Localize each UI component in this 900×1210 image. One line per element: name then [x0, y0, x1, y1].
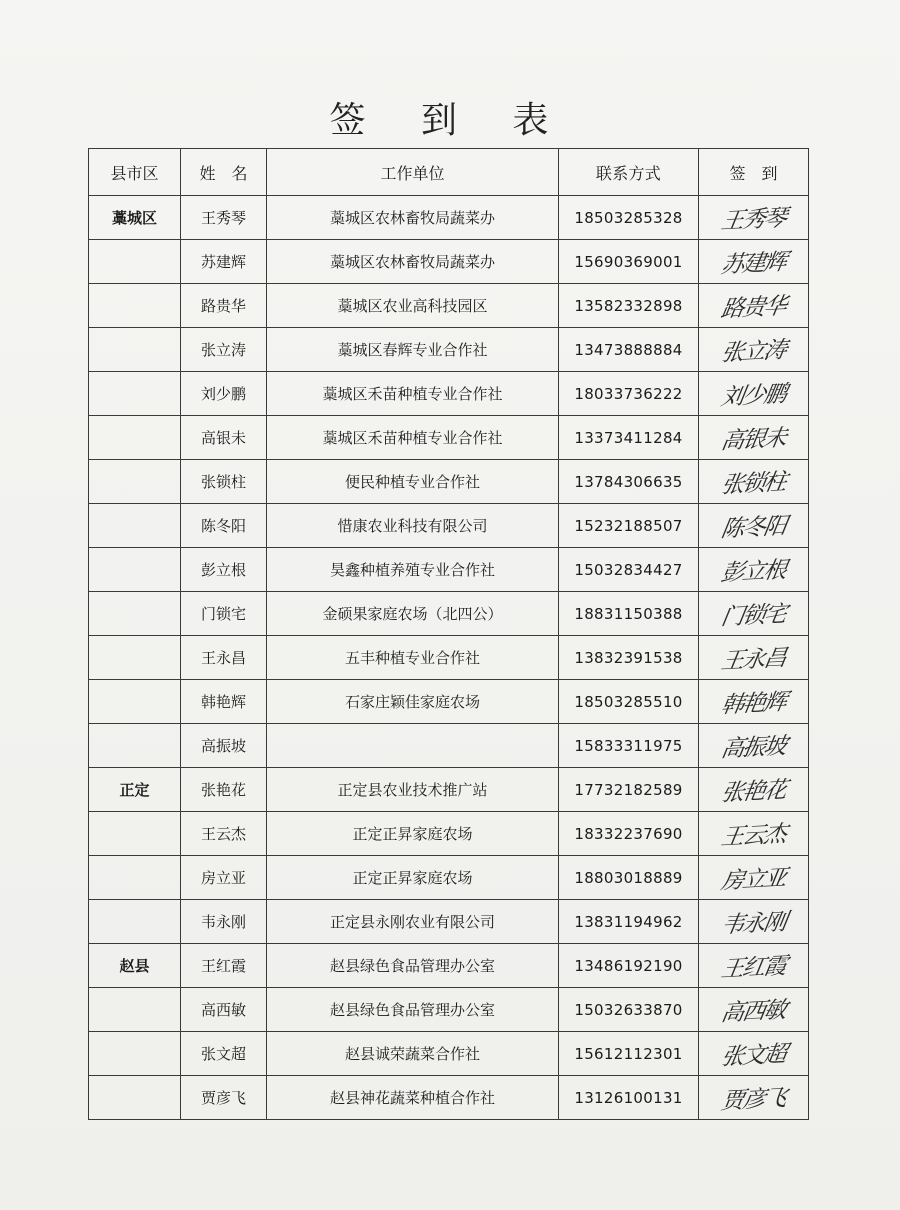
- name-cell: 王永昌: [181, 636, 267, 680]
- handwritten-signature: 刘少鹏: [719, 381, 787, 411]
- county-cell: [89, 856, 181, 900]
- table-row: [89, 856, 809, 900]
- handwritten-signature: 路贵华: [719, 293, 787, 323]
- table-row: [89, 1076, 809, 1120]
- signature-cell: [699, 196, 809, 240]
- phone-cell: 13582332898: [559, 284, 699, 328]
- phone-cell: 18803018889: [559, 856, 699, 900]
- table-row: [89, 416, 809, 460]
- handwritten-signature: 王永昌: [719, 645, 787, 675]
- header-name: 姓 名: [181, 149, 267, 196]
- unit-cell: 藁城区禾苗种植专业合作社: [267, 416, 559, 460]
- handwritten-signature: 门锁宅: [719, 601, 787, 631]
- handwritten-signature: 房立亚: [719, 865, 787, 895]
- table-row: [89, 504, 809, 548]
- signature-cell: [699, 812, 809, 856]
- phone-cell: 18831150388: [559, 592, 699, 636]
- unit-cell: 惜康农业科技有限公司: [267, 504, 559, 548]
- name-cell: 高银未: [181, 416, 267, 460]
- county-cell: [89, 284, 181, 328]
- phone-cell: 15690369001: [559, 240, 699, 284]
- phone-cell: 18503285510: [559, 680, 699, 724]
- county-cell: [89, 1032, 181, 1076]
- name-cell: 高西敏: [181, 988, 267, 1032]
- table-row: [89, 592, 809, 636]
- unit-cell: 藁城区春辉专业合作社: [267, 328, 559, 372]
- county-cell: [89, 240, 181, 284]
- name-cell: 陈冬阳: [181, 504, 267, 548]
- unit-cell: 赵县神花蔬菜种植合作社: [267, 1076, 559, 1120]
- name-cell: 王秀琴: [181, 196, 267, 240]
- phone-cell: 13473888884: [559, 328, 699, 372]
- name-cell: 韦永刚: [181, 900, 267, 944]
- header-contact: 联系方式: [559, 149, 699, 196]
- county-cell: [89, 988, 181, 1032]
- signature-cell: [699, 944, 809, 988]
- unit-cell: 藁城区农林畜牧局蔬菜办: [267, 240, 559, 284]
- name-cell: 贾彦飞: [181, 1076, 267, 1120]
- signature-cell: [699, 680, 809, 724]
- table-row: [89, 812, 809, 856]
- county-cell: 藁城区: [89, 196, 181, 240]
- name-cell: 张锁柱: [181, 460, 267, 504]
- signature-cell: [699, 988, 809, 1032]
- signature-cell: [699, 724, 809, 768]
- name-cell: 彭立根: [181, 548, 267, 592]
- county-cell: [89, 1076, 181, 1120]
- county-cell: [89, 636, 181, 680]
- phone-cell: 15032633870: [559, 988, 699, 1032]
- name-cell: 王红霞: [181, 944, 267, 988]
- signature-cell: [699, 900, 809, 944]
- table-row: [89, 196, 809, 240]
- county-cell: [89, 328, 181, 372]
- name-cell: 房立亚: [181, 856, 267, 900]
- phone-cell: 13126100131: [559, 1076, 699, 1120]
- name-cell: 张立涛: [181, 328, 267, 372]
- handwritten-signature: 张立涛: [719, 337, 787, 367]
- table-row: [89, 768, 809, 812]
- name-cell: 张艳花: [181, 768, 267, 812]
- table-row: [89, 460, 809, 504]
- unit-cell: 正定县永刚农业有限公司: [267, 900, 559, 944]
- signature-cell: [699, 416, 809, 460]
- signature-cell: [699, 548, 809, 592]
- unit-cell: 金硕果家庭农场（北四公）: [267, 592, 559, 636]
- county-cell: [89, 680, 181, 724]
- table-row: [89, 900, 809, 944]
- signature-cell: [699, 504, 809, 548]
- county-cell: [89, 504, 181, 548]
- phone-cell: 18332237690: [559, 812, 699, 856]
- handwritten-signature: 韦永刚: [719, 909, 787, 939]
- handwritten-signature: 张艳花: [719, 777, 787, 807]
- name-cell: 张文超: [181, 1032, 267, 1076]
- unit-cell: 藁城区农林畜牧局蔬菜办: [267, 196, 559, 240]
- phone-cell: 15612112301: [559, 1032, 699, 1076]
- phone-cell: 18503285328: [559, 196, 699, 240]
- signature-cell: [699, 636, 809, 680]
- table-row: [89, 328, 809, 372]
- table-row: [89, 1032, 809, 1076]
- unit-cell: 赵县诚荣蔬菜合作社: [267, 1032, 559, 1076]
- handwritten-signature: 高西敏: [719, 997, 787, 1027]
- phone-cell: 13784306635: [559, 460, 699, 504]
- unit-cell: [267, 724, 559, 768]
- county-cell: [89, 460, 181, 504]
- header-county: 县市区: [89, 149, 181, 196]
- signature-cell: [699, 240, 809, 284]
- phone-cell: 17732182589: [559, 768, 699, 812]
- name-cell: 王云杰: [181, 812, 267, 856]
- unit-cell: 正定县农业技术推广站: [267, 768, 559, 812]
- county-cell: [89, 724, 181, 768]
- phone-cell: 13831194962: [559, 900, 699, 944]
- signature-cell: [699, 1032, 809, 1076]
- phone-cell: 15032834427: [559, 548, 699, 592]
- unit-cell: 藁城区农业高科技园区: [267, 284, 559, 328]
- handwritten-signature: 韩艳辉: [719, 689, 787, 719]
- sign-in-table: [88, 148, 809, 1120]
- phone-cell: 15232188507: [559, 504, 699, 548]
- unit-cell: 昊鑫种植养殖专业合作社: [267, 548, 559, 592]
- phone-cell: 13373411284: [559, 416, 699, 460]
- unit-cell: 赵县绿色食品管理办公室: [267, 988, 559, 1032]
- page-title: 签 到 表: [329, 100, 571, 141]
- handwritten-signature: 苏建辉: [719, 249, 787, 279]
- handwritten-signature: 张锁柱: [719, 469, 787, 499]
- unit-cell: 石家庄颖佳家庭农场: [267, 680, 559, 724]
- handwritten-signature: 高振坡: [719, 733, 787, 763]
- phone-cell: 13832391538: [559, 636, 699, 680]
- name-cell: 刘少鹏: [181, 372, 267, 416]
- signature-cell: [699, 592, 809, 636]
- header-sign: 签 到: [699, 149, 809, 196]
- signature-cell: [699, 284, 809, 328]
- signature-cell: [699, 372, 809, 416]
- county-cell: [89, 548, 181, 592]
- header-unit: 工作单位: [267, 149, 559, 196]
- signature-cell: [699, 1076, 809, 1120]
- signature-cell: [699, 460, 809, 504]
- county-cell: [89, 812, 181, 856]
- handwritten-signature: 王红霞: [719, 953, 787, 983]
- signature-cell: [699, 328, 809, 372]
- handwritten-signature: 彭立根: [719, 557, 787, 587]
- table-row: [89, 988, 809, 1032]
- table-row: [89, 680, 809, 724]
- name-cell: 韩艳辉: [181, 680, 267, 724]
- table-row: [89, 372, 809, 416]
- name-cell: 门锁宅: [181, 592, 267, 636]
- handwritten-signature: 陈冬阳: [719, 513, 787, 543]
- phone-cell: 18033736222: [559, 372, 699, 416]
- signature-cell: [699, 856, 809, 900]
- county-cell: [89, 592, 181, 636]
- unit-cell: 赵县绿色食品管理办公室: [267, 944, 559, 988]
- table-body: [89, 196, 809, 1120]
- name-cell: 路贵华: [181, 284, 267, 328]
- handwritten-signature: 王云杰: [719, 821, 787, 851]
- unit-cell: 五丰种植专业合作社: [267, 636, 559, 680]
- unit-cell: 藁城区禾苗种植专业合作社: [267, 372, 559, 416]
- table-header-row: [89, 149, 809, 196]
- table-row: [89, 284, 809, 328]
- handwritten-signature: 贾彦飞: [719, 1085, 787, 1115]
- table-row: [89, 724, 809, 768]
- handwritten-signature: 张文超: [719, 1041, 787, 1071]
- county-cell: [89, 416, 181, 460]
- handwritten-signature: 高银未: [719, 425, 787, 455]
- unit-cell: 正定正昇家庭农场: [267, 856, 559, 900]
- name-cell: 高振坡: [181, 724, 267, 768]
- county-cell: [89, 372, 181, 416]
- handwritten-signature: 王秀琴: [719, 205, 787, 235]
- name-cell: 苏建辉: [181, 240, 267, 284]
- unit-cell: 正定正昇家庭农场: [267, 812, 559, 856]
- phone-cell: 13486192190: [559, 944, 699, 988]
- unit-cell: 便民种植专业合作社: [267, 460, 559, 504]
- table-row: [89, 636, 809, 680]
- county-cell: [89, 900, 181, 944]
- phone-cell: 15833311975: [559, 724, 699, 768]
- table-row: [89, 944, 809, 988]
- county-cell: 正定: [89, 768, 181, 812]
- table-row: [89, 548, 809, 592]
- table-row: [89, 240, 809, 284]
- signature-cell: [699, 768, 809, 812]
- county-cell: 赵县: [89, 944, 181, 988]
